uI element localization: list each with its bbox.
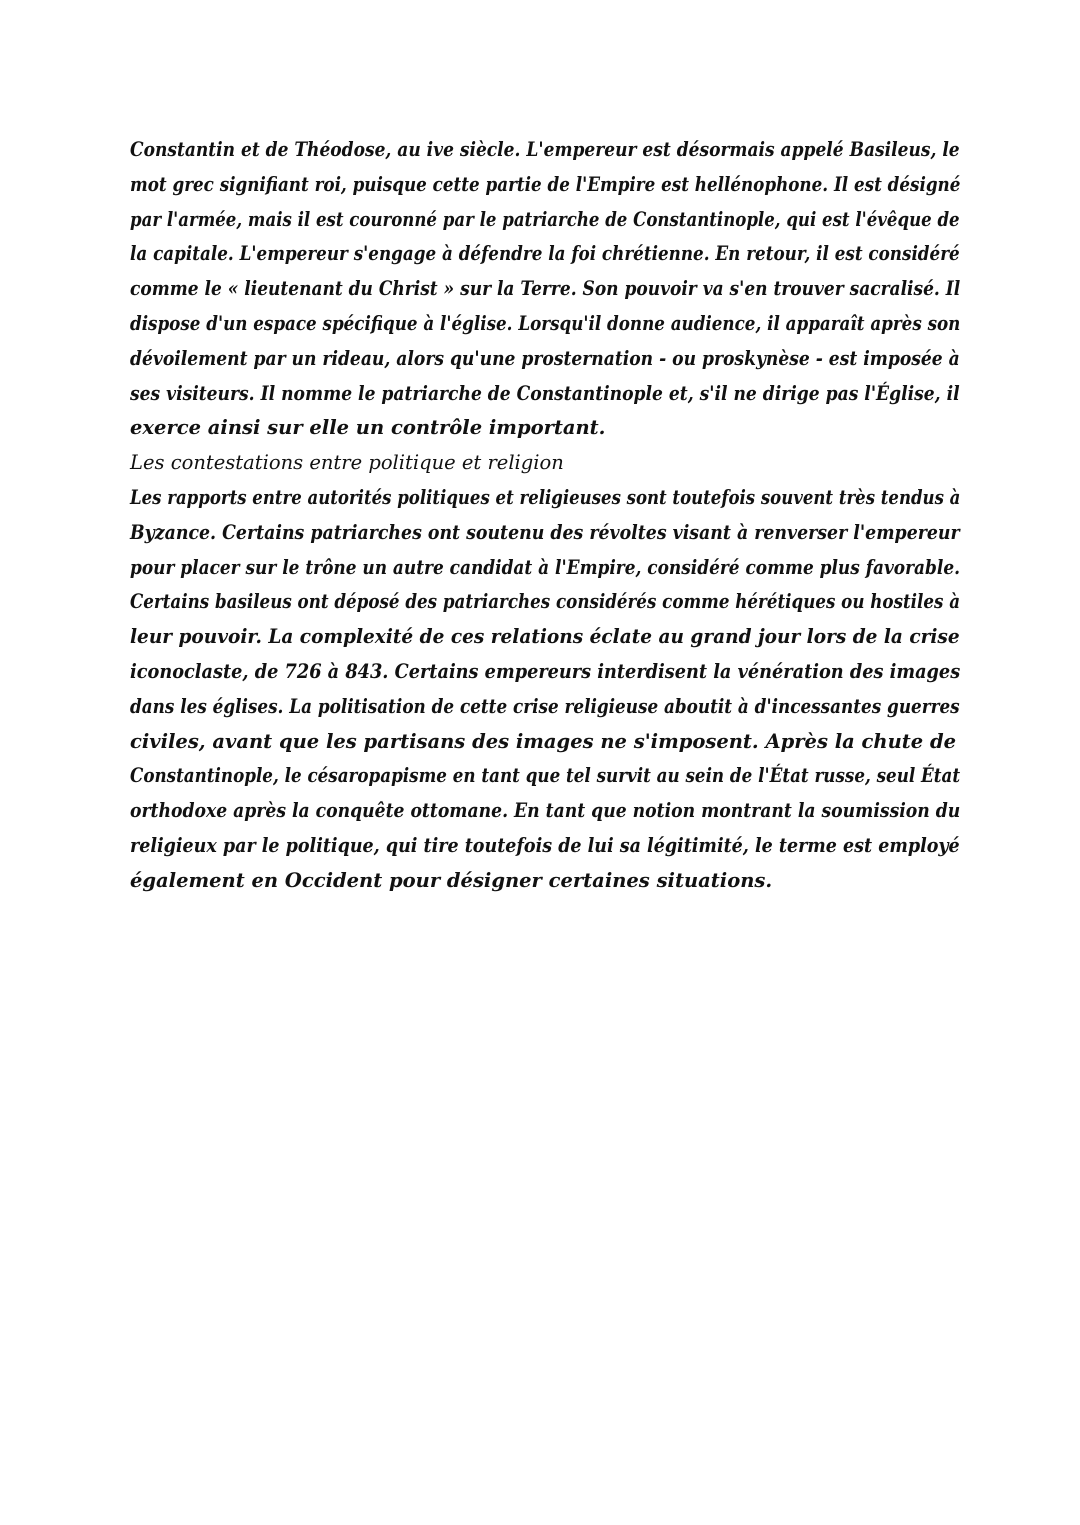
text-line: orthodoxe après la conquête ottomane. En tant que notion montrant la soumission du <box>130 799 961 823</box>
text-line: dispose d'un espace spécifique à l'église. Lorsqu'il donne audience, il apparaît après son <box>130 311 961 335</box>
text-line: par l'armée, mais il est couronné par le patriarche de Constantinople, qui est l'évêque de <box>130 207 960 231</box>
document-body <box>130 133 960 899</box>
text-line: civiles, avant que les partisans des images ne s'imposent. Après la chute de <box>130 729 957 753</box>
text-line: Certains basileus ont déposé des patriarches considérés comme hérétiques ou hostiles à <box>130 590 961 614</box>
text-line: également en Occident pour désigner certaines situations. <box>130 868 773 892</box>
text-line: pour placer sur le trône un autre candidat à l'Empire, considéré comme plus favorable. <box>130 555 960 579</box>
text-line: iconoclaste, de 726 à 843. Certains empereurs interdisent la vénération des images <box>130 659 961 683</box>
text-line: comme le « lieutenant du Christ » sur la Terre. Son pouvoir va s'en trouver sacralisé. Il <box>130 277 961 301</box>
paragraph-imperial-power <box>130 133 960 446</box>
text-line: dans les églises. La politisation de cette crise religieuse aboutit à d'incessantes guerres <box>130 694 960 718</box>
section-heading: Les contestations entre politique et religion <box>130 451 564 475</box>
text-line: ses visiteurs. Il nomme le patriarche de Constantinople et, s'il ne dirige pas l'Église, il <box>130 381 960 405</box>
text-line: la capitale. L'empereur s'engage à défendre la foi chrétienne. En retour, il est considéré <box>130 242 960 266</box>
text-line: exerce ainsi sur elle un contrôle important. <box>130 416 606 440</box>
text-line: Les rapports entre autorités politiques et religieuses sont toutefois souvent très tendus à <box>130 485 961 509</box>
text-line: leur pouvoir. La complexité de ces relations éclate au grand jour lors de la crise <box>130 625 960 649</box>
text-line: mot grec signifiant roi, puisque cette partie de l'Empire est hellénophone. Il est désigné <box>130 172 961 196</box>
text-line: Constantin et de Théodose, au ive siècle. L'empereur est désormais appelé Basileus, le <box>130 138 960 161</box>
text-line: dévoilement par un rideau, alors qu'une prosternation - ou proskynèse - est imposée à <box>130 346 960 370</box>
text-line: religieux par le politique, qui tire toutefois de lui sa légitimité, le terme est employé <box>130 833 960 857</box>
text-line: Byzance. Certains patriarches ont soutenu des révoltes visant à renverser l'empereur <box>130 520 960 544</box>
paragraph-contestations <box>130 481 960 899</box>
text-line: Constantinople, le césaropapisme en tant que tel survit au sein de l'État russe, seul État <box>130 764 961 788</box>
